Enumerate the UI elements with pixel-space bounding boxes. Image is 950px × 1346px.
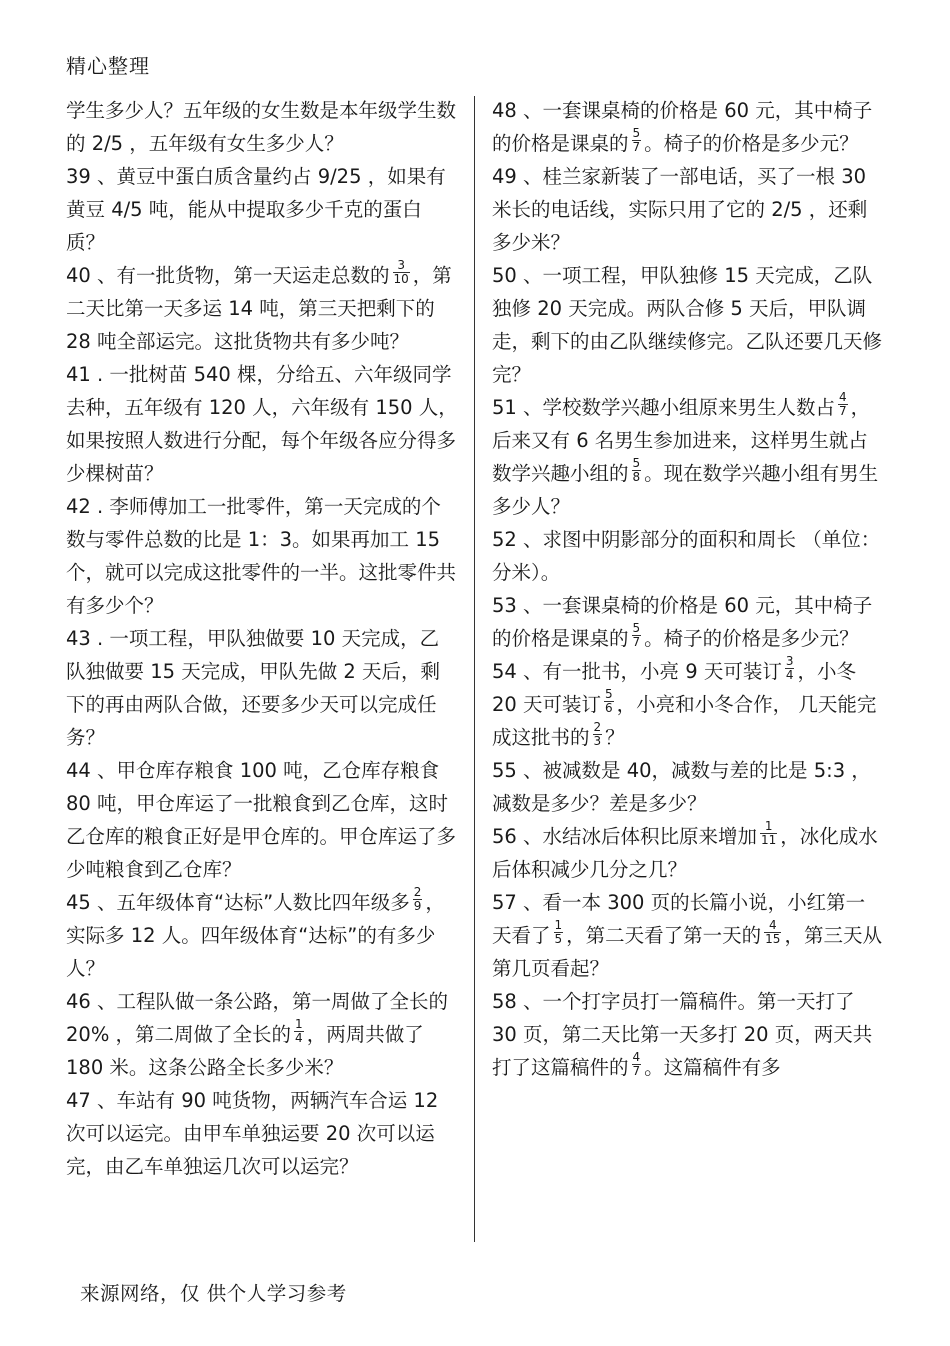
problem-text: 50 、一项工程，甲队独修 15 天完成，乙队独修 20 天完成。两队合修 5 天后，甲队调走，剩下的由乙队继续修完。乙队还要几天修完？: [492, 264, 883, 386]
fraction: [632, 457, 642, 484]
problem-text: ，两周共做了 180 米。这条公路全长多少米？: [66, 1023, 424, 1079]
fraction-numerator: 2: [413, 885, 422, 899]
fraction-denominator: 10: [393, 272, 409, 286]
problem-text: 44 、甲仓库存粮食 100 吨，乙仓库存粮食 80 吨，甲仓库运了一批粮食到乙仓库，这时乙仓库的粮食正好是甲仓库的。甲仓库运了多少吨粮食到乙仓库？: [66, 759, 457, 881]
fraction: [764, 919, 781, 946]
problem-text: ，冰化成水后体积减少几分之几？: [492, 825, 878, 881]
problem-text: 。椅子的价格是多少元？: [644, 627, 859, 650]
fraction-denominator: 7: [632, 140, 641, 154]
fraction: [632, 622, 642, 649]
fraction-denominator: 8: [632, 470, 641, 484]
fraction-numerator: 2: [593, 720, 602, 734]
fraction: [760, 820, 777, 847]
problem-item: [66, 1084, 458, 1183]
fraction-numerator: 5: [632, 126, 641, 140]
problem-text: ，后来又有 6 名男生参加进来，这样男生就占数学兴趣小组的: [492, 396, 871, 485]
problem-text: 58 、一个打字员打一篇稿件。第一天打了 30 页，第二天比第一天多打 20 页，两天共打了这篇稿件的: [492, 990, 873, 1079]
problem-text: 48 、一套课桌椅的价格是 60 元，其中椅子的价格是课桌的: [492, 99, 873, 155]
fraction-denominator: 15: [765, 932, 781, 946]
fraction-numerator: 5: [605, 687, 613, 701]
problem-text: 49 、桂兰家新装了一部电话，买了一根 30 米长的电话线，实际只用了它的 2/5 ，还剩多少米？: [492, 165, 868, 254]
problem-text: 40 、有一批货物，第一天运走总数的: [66, 264, 390, 287]
fraction-denominator: 7: [632, 1064, 641, 1078]
fraction: [294, 1018, 304, 1045]
problem-text: ？: [605, 726, 625, 749]
problem-item: [66, 160, 458, 259]
fraction-numerator: 3: [785, 654, 794, 668]
problem-text: 53 、一套课桌椅的价格是 60 元，其中椅子的价格是课桌的: [492, 594, 873, 650]
problem-item: [492, 589, 884, 655]
problem-text: ，第二天比第一天多运 14 吨，第三天把剩下的 28 吨全部运完。这批货物共有多少吨？: [66, 264, 452, 353]
fraction-denominator: 4: [785, 668, 794, 682]
fraction-numerator: 4: [839, 390, 847, 404]
problem-item: [66, 985, 458, 1084]
problem-text: 56 、水结冰后体积比原来增加: [492, 825, 758, 848]
fraction: [413, 886, 423, 913]
problem-item: [492, 391, 884, 523]
problem-text: ，第三天从第几页看起？: [492, 924, 882, 980]
problem-text: 42 . 李师傅加工一批零件，第一天完成的个数与零件总数的比是 1：3。如果再加工 15 个，就可以完成这批零件的一半。这批零件共有多少个？: [66, 495, 457, 617]
problem-text: 52 、求图中阴影部分的面积和周长 （单位：分米）。: [492, 528, 881, 584]
fraction-numerator: 5: [632, 456, 641, 470]
fraction: [632, 1051, 642, 1078]
fraction-denominator: 9: [413, 899, 422, 913]
problem-item: [492, 160, 884, 259]
problem-text: 学生多少人？五年级的女生数是本年级学生数的 2/5 ，五年级有女生多少人？: [66, 99, 457, 155]
problem-item: [66, 259, 458, 358]
fraction: [785, 655, 795, 682]
fraction-denominator: 5: [554, 932, 563, 946]
problem-text: 。椅子的价格是多少元？: [644, 132, 859, 155]
problem-item: [66, 490, 458, 622]
problem-text: 39 、黄豆中蛋白质含量约占 9/25 ，如果有黄豆 4/5 吨，能从中提取多少千克的蛋白质？: [66, 165, 446, 254]
fraction-numerator: 1: [764, 819, 773, 833]
page-header-title: 精心整理: [66, 54, 150, 78]
problem-item: [492, 523, 884, 589]
fraction-denominator: 7: [839, 404, 847, 418]
problem-text: 55 、被减数是 40，减数与差的比是 5:3 ，减数是多少？差是多少？: [492, 759, 871, 815]
fraction-denominator: 7: [632, 635, 641, 649]
problem-text: 45 、五年级体育“达标”人数比四年级多: [66, 891, 410, 914]
problem-text: 47 、车站有 90 吨货物，两辆汽车合运 12 次可以运完。由甲车单独运要 20 次可以运完，由乙车单独运几次可以运完？: [66, 1089, 439, 1178]
problem-item: [66, 886, 458, 985]
fraction: [554, 919, 564, 946]
fraction-numerator: 5: [632, 621, 641, 635]
problem-item: [66, 622, 458, 754]
problem-text: 54 、有一批书，小亮 9 天可装订: [492, 660, 782, 683]
problem-item: [492, 655, 884, 754]
fraction-numerator: 4: [632, 1050, 641, 1064]
fraction-denominator: 4: [295, 1031, 303, 1045]
problem-text: 43 . 一项工程，甲队独做要 10 天完成，乙队独做要 15 天完成，甲队先做 2 天后，剩下的再由两队合做，还要多少天可以完成任务？: [66, 627, 441, 749]
problem-item: [492, 820, 884, 886]
problem-text: ，实际多 12 人。四年级体育“达标”的有多少人？: [66, 891, 445, 980]
problem-item: [66, 94, 458, 160]
right-column: [492, 94, 884, 1084]
fraction: [632, 127, 642, 154]
fraction-numerator: 3: [397, 258, 405, 272]
problem-text: ，第二天看了第一天的: [566, 924, 762, 947]
fraction-denominator: 11: [761, 833, 777, 847]
fraction-numerator: 4: [768, 918, 777, 932]
footer-note: 来源网络，仅 供个人学习参考: [80, 1282, 347, 1305]
problem-text: ，小亮和小冬合作， 几天能完成这批书的: [492, 693, 877, 749]
problem-item: [66, 358, 458, 490]
problem-text: 46 、工程队做一条公路，第一周做了全长的 20% ，第二周做了全长的: [66, 990, 449, 1046]
problem-text: 。现在数学兴趣小组有男生多少人？: [492, 462, 879, 518]
left-column: [66, 94, 458, 1183]
problem-text: 。这篇稿件有多: [644, 1056, 781, 1079]
problem-item: [66, 754, 458, 886]
problem-item: [492, 259, 884, 391]
fraction-denominator: 3: [593, 734, 602, 748]
fraction: [593, 721, 603, 748]
fraction: [838, 391, 848, 418]
fraction: [604, 688, 614, 715]
problem-text: 51 、学校数学兴趣小组原来男生人数占: [492, 396, 836, 419]
problem-item: [492, 985, 884, 1084]
problem-text: 41 . 一批树苗 540 棵，分给五、六年级同学去种，五年级有 120 人，六年级有 150 人，如果按照人数进行分配，每个年级各应分得多少棵树苗？: [66, 363, 458, 485]
problem-item: [492, 754, 884, 820]
column-divider: [474, 96, 475, 1242]
problem-item: [492, 886, 884, 985]
fraction-numerator: 1: [295, 1017, 303, 1031]
fraction-numerator: 1: [554, 918, 563, 932]
fraction: [393, 259, 410, 286]
problem-text: ，小冬 20 天可装订: [492, 660, 856, 716]
problem-item: [492, 94, 884, 160]
fraction-denominator: 6: [605, 701, 613, 715]
problem-text: 57 、看一本 300 页的长篇小说，小红第一天看了: [492, 891, 866, 947]
